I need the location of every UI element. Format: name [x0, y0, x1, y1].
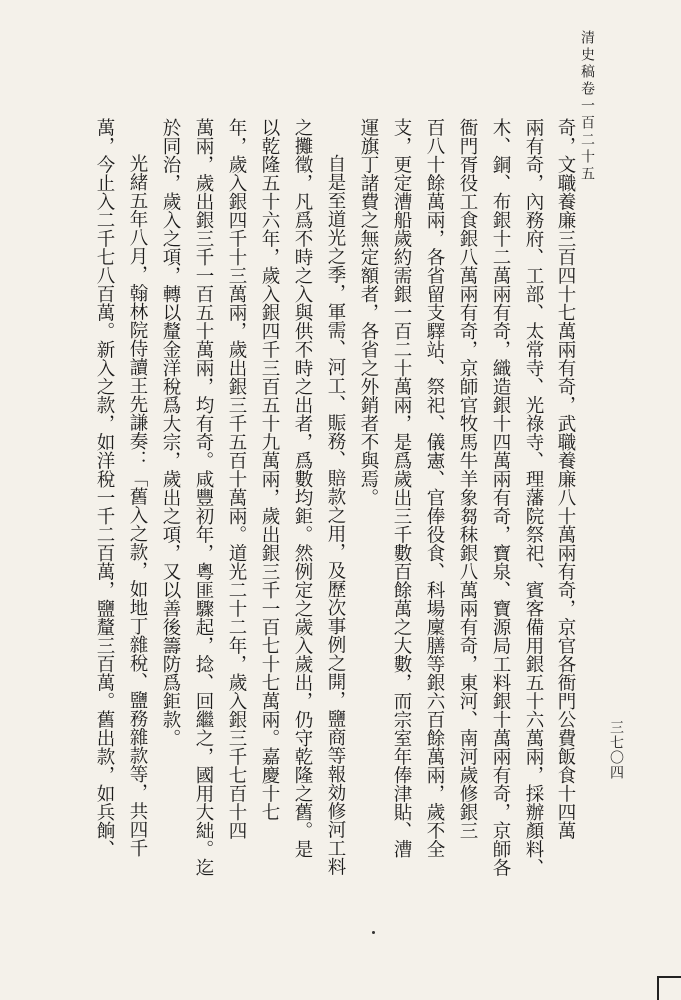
text-column-4: 衙門胥役工食銀八萬兩有奇，京師官牧馬牛羊象芻秣銀八萬兩有奇，東河、南河歲修銀三: [457, 118, 478, 840]
print-speck: [372, 931, 375, 934]
text-column-5: 百八十餘萬兩，各省留支驛站、祭祀、儀憲、官俸役食、科場廩膳等銀六百餘萬兩，歲不全: [424, 118, 445, 858]
page-number: 三七〇四: [608, 720, 624, 780]
text-column-14: 光緒五年八月，翰林院侍讀王先謙奏：「舊入之款，如地丁雜稅、鹽務雜款等，共四千: [127, 154, 148, 857]
text-column-15: 萬，今止入二千七八百萬。新入之款，如洋稅一千二百萬，鹽釐三百萬。舊出款，如兵餉、: [94, 118, 115, 858]
text-column-10: 以乾隆五十六年，歲入銀四千三百五十九萬兩，歲出銀三千一百七十七萬兩。嘉慶十七: [259, 118, 280, 821]
running-header: 清史稿卷一百二十五: [579, 30, 595, 183]
text-column-1: 奇，文職養廉三百四十七萬兩有奇，武職養廉八十萬兩有奇，京官各衙門公費飯食十四萬: [555, 118, 576, 840]
crop-mark: [657, 976, 681, 1000]
text-column-2: 兩有奇，內務府、工部、太常寺、光祿寺、理藩院祭祀、賓客備用銀五十六萬兩，採辦顏料、: [523, 118, 544, 877]
text-column-8: 自是至道光之季，軍需、河工、賑務、賠款之用，及歷次事例之開，鹽商等報効修河工料: [325, 154, 346, 876]
text-column-9: 之攤徵，凡爲不時之入與供不時之出者，爲數均鉅。然例定之歲入歲出，仍守乾隆之舊。是: [292, 118, 313, 858]
text-column-7: 運旗丁諸費之無定額者，各省之外銷者不與焉。: [358, 118, 379, 507]
text-column-11: 年，歲入銀四千十三萬兩，歲出銀三千五百十萬兩。道光二十二年，歲入銀三千七百十四: [226, 118, 247, 840]
text-column-13: 於同治，歲入之項，轉以釐金洋稅爲大宗，歲出之項，又以善後籌防爲鉅款。: [160, 118, 181, 747]
text-column-6: 支，更定漕船歲約需銀一百二十萬兩，是爲歲出三千數百餘萬之大數，而宗室年俸津貼、漕: [391, 118, 412, 858]
text-column-12: 萬兩，歲出銀三千一百五十萬兩，均有奇。咸豐初年，粵匪驟起，捻、回繼之，國用大絀。迄: [193, 118, 214, 877]
text-column-3: 木、銅、布銀十二萬兩有奇，織造銀十四萬兩有奇，寶泉、寶源局工料銀十萬兩有奇，京師各: [490, 118, 511, 877]
